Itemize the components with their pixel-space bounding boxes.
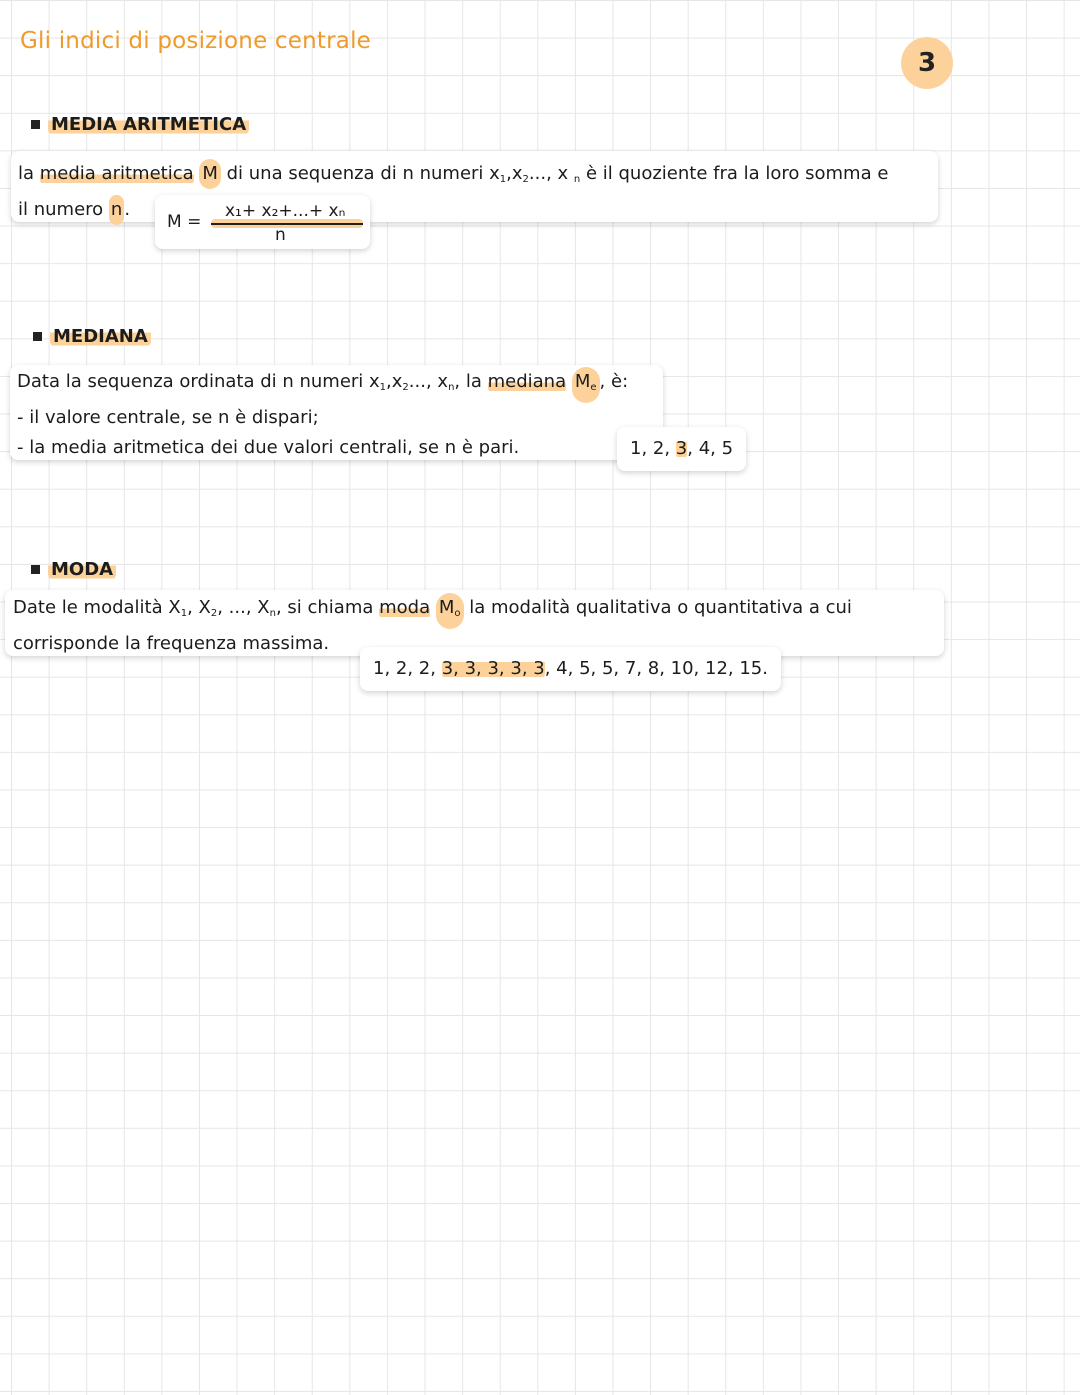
heading-label: MODA <box>48 559 116 580</box>
section-heading-mediana <box>33 326 151 347</box>
formula-numerator: x₁+ x₂+...+ xₙ <box>225 201 346 221</box>
bullet-square-icon <box>33 332 42 341</box>
example-box-mediana: 1, 2, 3, 4, 5 <box>617 427 746 471</box>
section-heading-moda <box>31 559 116 580</box>
bullet-square-icon <box>31 565 40 574</box>
page-number-badge <box>901 37 953 89</box>
page-title: Gli indici di posizione centrale <box>20 28 372 54</box>
definition-line-2: il numero n . <box>18 195 938 225</box>
highlighted-median: 3 <box>675 438 688 459</box>
definition-card-media <box>11 151 938 222</box>
definition-line-3: - la media aritmetica dei due valori centrali, se n è pari. <box>17 437 520 458</box>
highlight-term: mediana <box>487 371 567 392</box>
formula-denominator: n <box>275 225 286 245</box>
highlight-term: media aritmetica <box>39 163 194 184</box>
symbol-n: n <box>109 195 124 225</box>
page-number: 3 <box>917 48 937 78</box>
heading-label: MEDIA ARITMETICA <box>48 114 249 135</box>
fraction-bar <box>211 223 363 225</box>
definition-line-2: corrisponde la frequenza massima. <box>13 633 330 654</box>
formula-box-media <box>155 195 370 249</box>
section-heading-media <box>31 114 249 135</box>
heading-label: MEDIANA <box>50 326 151 347</box>
example-box-moda: 1, 2, 2, 3, 3, 3, 3, 3, 4, 5, 5, 7, 8, 10, 12, 15. <box>360 647 781 691</box>
definition-line-1: Data la sequenza ordinata di n numeri $x_1,x_2$..., $x_n$, la mediana $M_e$ , è: <box>17 367 663 403</box>
definition-card-mediana <box>10 365 663 460</box>
highlight-term: moda <box>379 597 431 618</box>
bullet-square-icon <box>31 120 40 129</box>
symbol-M: M <box>199 159 221 189</box>
definition-line-1: la media aritmetica M di una sequenza di n numeri $x_1,x_2$..., x $_n$ è il quoziente fra la loro somma e <box>18 159 938 195</box>
formula-lhs: M = <box>167 212 202 232</box>
definition-line-2: - il valore centrale, se n è dispari; <box>17 407 319 428</box>
highlighted-mode: 3, 3, 3, 3, 3 <box>441 658 545 679</box>
symbol-Mo: $M_o$ <box>436 593 464 629</box>
definition-line-1: Date le modalità $X_1$, $X_2$, ..., $X_n$, si chiama moda $M_o$ la modalità qualitativa o quantitativa a cui <box>13 593 944 629</box>
symbol-Me: $M_e$ <box>572 367 600 403</box>
